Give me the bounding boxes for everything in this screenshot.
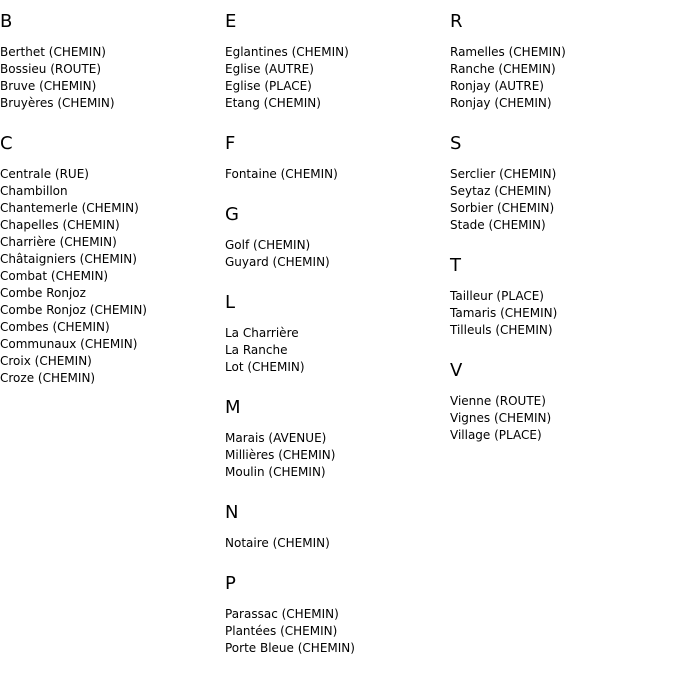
street-link[interactable]: Lot (CHEMIN) bbox=[225, 360, 305, 374]
street-link[interactable]: Plantées (CHEMIN) bbox=[225, 624, 338, 638]
street-link[interactable]: Seytaz (CHEMIN) bbox=[450, 184, 552, 198]
letter-heading: L bbox=[225, 292, 236, 313]
street-list-item bbox=[0, 336, 225, 353]
street-list bbox=[450, 44, 675, 112]
street-link[interactable]: Sorbier (CHEMIN) bbox=[450, 201, 555, 215]
street-list-item bbox=[0, 95, 225, 112]
letter-group-p bbox=[225, 572, 450, 657]
street-link[interactable]: Guyard (CHEMIN) bbox=[225, 255, 330, 269]
street-link[interactable]: Combe Ronjoz bbox=[0, 286, 86, 300]
index-column-3 bbox=[450, 10, 675, 464]
street-link[interactable]: Bossieu (ROUTE) bbox=[0, 62, 102, 76]
street-link[interactable]: Ramelles (CHEMIN) bbox=[450, 45, 566, 59]
street-list-item bbox=[225, 325, 450, 342]
street-link[interactable]: Porte Bleue (CHEMIN) bbox=[225, 641, 355, 655]
street-link[interactable]: Centrale (RUE) bbox=[0, 167, 89, 181]
street-list-item bbox=[0, 217, 225, 234]
street-list-item bbox=[0, 61, 225, 78]
street-list-item bbox=[0, 268, 225, 285]
street-list-item bbox=[225, 359, 450, 376]
street-list-item bbox=[450, 427, 675, 444]
street-list-item bbox=[450, 44, 675, 61]
street-list-item bbox=[225, 254, 450, 271]
street-link[interactable]: Combes (CHEMIN) bbox=[0, 320, 110, 334]
street-list-item bbox=[225, 95, 450, 112]
street-list-item bbox=[450, 322, 675, 339]
letter-group-e bbox=[225, 10, 450, 112]
street-list-item bbox=[0, 44, 225, 61]
street-list-item bbox=[225, 78, 450, 95]
street-list-item bbox=[0, 183, 225, 200]
street-list-item bbox=[0, 166, 225, 183]
street-link[interactable]: Golf (CHEMIN) bbox=[225, 238, 311, 252]
street-link[interactable]: La Charrière bbox=[225, 326, 299, 340]
street-link[interactable]: Châtaigniers (CHEMIN) bbox=[0, 252, 137, 266]
street-list bbox=[450, 288, 675, 339]
letter-heading: T bbox=[450, 255, 461, 276]
letter-group-l bbox=[225, 291, 450, 376]
letter-group-r bbox=[450, 10, 675, 112]
street-list bbox=[225, 166, 450, 183]
street-list-item bbox=[0, 353, 225, 370]
street-link[interactable]: Tamaris (CHEMIN) bbox=[450, 306, 558, 320]
street-list-item bbox=[225, 464, 450, 481]
street-link[interactable]: Berthet (CHEMIN) bbox=[0, 45, 106, 59]
street-list-item bbox=[225, 640, 450, 657]
street-list bbox=[225, 237, 450, 271]
street-link[interactable]: Bruve (CHEMIN) bbox=[0, 79, 97, 93]
street-link[interactable]: Eglise (AUTRE) bbox=[225, 62, 314, 76]
street-link[interactable]: Chapelles (CHEMIN) bbox=[0, 218, 120, 232]
street-list-item bbox=[0, 234, 225, 251]
street-link[interactable]: Chantemerle (CHEMIN) bbox=[0, 201, 139, 215]
street-list bbox=[0, 44, 225, 112]
street-link[interactable]: Eglise (PLACE) bbox=[225, 79, 312, 93]
letter-heading: C bbox=[0, 133, 13, 154]
street-link[interactable]: Croze (CHEMIN) bbox=[0, 371, 96, 385]
street-list-item bbox=[450, 95, 675, 112]
street-list-item bbox=[225, 342, 450, 359]
street-link[interactable]: Combe Ronjoz (CHEMIN) bbox=[0, 303, 147, 317]
street-link[interactable]: Combat (CHEMIN) bbox=[0, 269, 109, 283]
street-list bbox=[225, 430, 450, 481]
letter-group-g bbox=[225, 203, 450, 271]
street-list-item bbox=[225, 237, 450, 254]
street-link[interactable]: Parassac (CHEMIN) bbox=[225, 607, 339, 621]
letter-heading: P bbox=[225, 573, 236, 594]
street-list bbox=[450, 393, 675, 444]
letter-group-t bbox=[450, 254, 675, 339]
street-list-item bbox=[450, 78, 675, 95]
street-link[interactable]: Village (PLACE) bbox=[450, 428, 542, 442]
street-list bbox=[225, 606, 450, 657]
street-link[interactable]: La Ranche bbox=[225, 343, 288, 357]
street-link[interactable]: Bruyères (CHEMIN) bbox=[0, 96, 115, 110]
street-list-item bbox=[0, 285, 225, 302]
street-list-item bbox=[0, 370, 225, 387]
index-column-1 bbox=[0, 10, 225, 407]
letter-heading: N bbox=[225, 502, 239, 523]
street-link[interactable]: Communaux (CHEMIN) bbox=[0, 337, 138, 351]
street-link[interactable]: Moulin (CHEMIN) bbox=[225, 465, 326, 479]
street-list-item bbox=[0, 200, 225, 217]
street-link[interactable]: Ranche (CHEMIN) bbox=[450, 62, 556, 76]
street-list-item bbox=[450, 217, 675, 234]
street-link[interactable]: Croix (CHEMIN) bbox=[0, 354, 92, 368]
street-list bbox=[225, 535, 450, 552]
street-link[interactable]: Vignes (CHEMIN) bbox=[450, 411, 552, 425]
street-link[interactable]: Tilleuls (CHEMIN) bbox=[450, 323, 553, 337]
street-link[interactable]: Notaire (CHEMIN) bbox=[225, 536, 330, 550]
street-list-item bbox=[225, 447, 450, 464]
letter-heading: F bbox=[225, 133, 236, 154]
letter-group-c bbox=[0, 132, 225, 387]
street-list-item bbox=[450, 166, 675, 183]
street-link[interactable]: Ronjay (CHEMIN) bbox=[450, 96, 552, 110]
street-list-item bbox=[450, 200, 675, 217]
street-link[interactable]: Marais (AVENUE) bbox=[225, 431, 327, 445]
street-list-item bbox=[0, 302, 225, 319]
street-list-item bbox=[225, 606, 450, 623]
street-link[interactable]: Etang (CHEMIN) bbox=[225, 96, 321, 110]
street-list-item bbox=[225, 430, 450, 447]
street-link[interactable]: Serclier (CHEMIN) bbox=[450, 167, 557, 181]
street-list-item bbox=[450, 305, 675, 322]
street-link[interactable]: Eglantines (CHEMIN) bbox=[225, 45, 349, 59]
letter-heading: V bbox=[450, 360, 463, 381]
street-link[interactable]: Vienne (ROUTE) bbox=[450, 394, 546, 408]
street-link[interactable]: Charrière (CHEMIN) bbox=[0, 235, 117, 249]
street-list-item bbox=[225, 623, 450, 640]
street-list bbox=[225, 325, 450, 376]
letter-group-s bbox=[450, 132, 675, 234]
index-column-2 bbox=[225, 10, 450, 677]
street-list-item bbox=[0, 78, 225, 95]
letter-heading: E bbox=[225, 11, 237, 32]
street-list bbox=[0, 166, 225, 387]
street-list bbox=[450, 166, 675, 234]
street-link[interactable]: Tailleur (PLACE) bbox=[450, 289, 544, 303]
street-list-item bbox=[225, 61, 450, 78]
street-list-item bbox=[0, 251, 225, 268]
letter-group-v bbox=[450, 359, 675, 444]
street-list-item bbox=[450, 288, 675, 305]
letter-group-m bbox=[225, 396, 450, 481]
street-list-item bbox=[0, 319, 225, 336]
street-list-item bbox=[450, 183, 675, 200]
street-list-item bbox=[225, 535, 450, 552]
letter-heading: B bbox=[0, 11, 13, 32]
street-link[interactable]: Chambillon bbox=[0, 184, 68, 198]
street-link[interactable]: Millières (CHEMIN) bbox=[225, 448, 336, 462]
street-link[interactable]: Ronjay (AUTRE) bbox=[450, 79, 544, 93]
letter-heading: G bbox=[225, 204, 239, 225]
street-list-item bbox=[225, 166, 450, 183]
letter-group-n bbox=[225, 501, 450, 552]
letter-heading: M bbox=[225, 397, 241, 418]
street-list-item bbox=[225, 44, 450, 61]
street-list-item bbox=[450, 61, 675, 78]
street-list-item bbox=[450, 393, 675, 410]
street-link[interactable]: Stade (CHEMIN) bbox=[450, 218, 546, 232]
letter-heading: R bbox=[450, 11, 463, 32]
street-list-item bbox=[450, 410, 675, 427]
street-list bbox=[225, 44, 450, 112]
street-link[interactable]: Fontaine (CHEMIN) bbox=[225, 167, 338, 181]
letter-group-b bbox=[0, 10, 225, 112]
letter-group-f bbox=[225, 132, 450, 183]
letter-heading: S bbox=[450, 133, 462, 154]
